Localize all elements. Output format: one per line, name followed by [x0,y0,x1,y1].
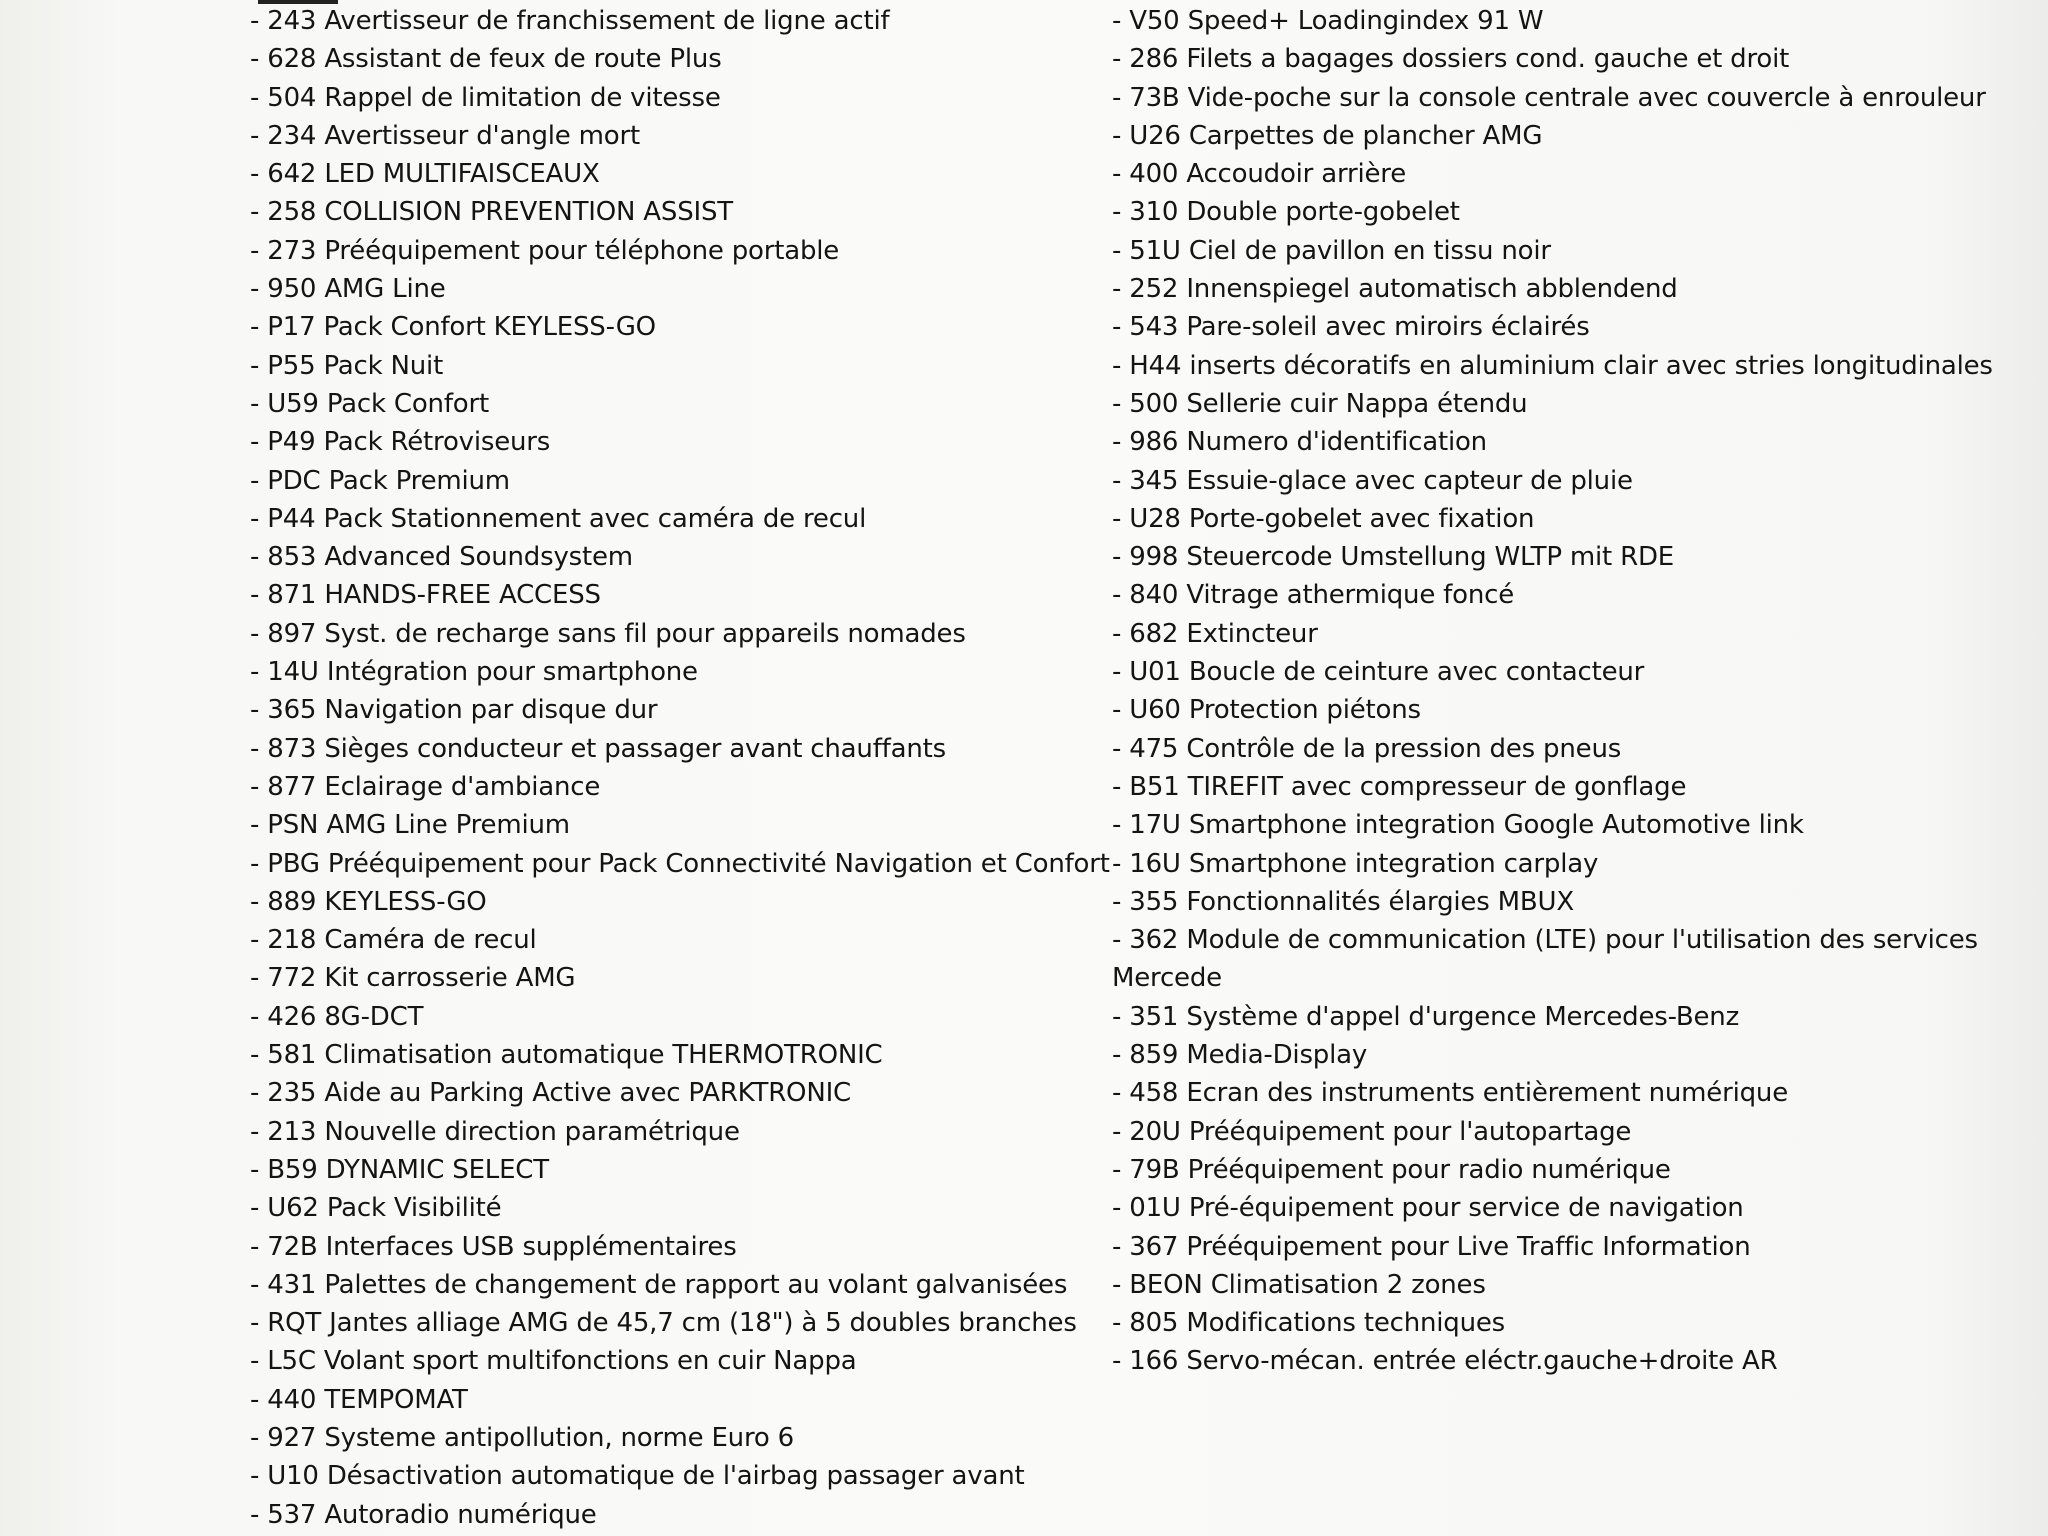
option-item: - 16U Smartphone integration carplay [1112,848,1599,879]
option-item: - 218 Caméra de recul [250,925,537,956]
option-item: - 79B Prééquipement pour radio numérique [1112,1154,1671,1185]
option-item: - 14U Intégration pour smartphone [250,657,698,688]
option-item: - 440 TEMPOMAT [250,1384,468,1415]
option-item: - 859 Media-Display [1112,1040,1368,1071]
option-item: - 400 Accoudoir arrière [1112,159,1407,190]
option-item: - 475 Contrôle de la pression des pneus [1112,733,1622,764]
option-item: - 950 AMG Line [250,274,446,305]
option-item: - V50 Speed+ Loadingindex 91 W [1112,6,1544,36]
option-item: - 235 Aide au Parking Active avec PARKTRONIC [250,1078,851,1109]
option-item: - BEON Climatisation 2 zones [1112,1269,1486,1300]
option-item: - P55 Pack Nuit [250,350,444,381]
option-item: - 72B Interfaces USB supplémentaires [250,1231,737,1262]
option-item: - 258 COLLISION PREVENTION ASSIST [250,197,733,228]
option-item: - 897 Syst. de recharge sans fil pour appareils nomades [250,618,966,649]
options-list-left [250,2,1110,1534]
option-item: - 772 Kit carrosserie AMG [250,963,576,994]
option-item: - 581 Climatisation automatique THERMOTRONIC [250,1040,883,1071]
option-item: - 504 Rappel de limitation de vitesse [250,82,721,113]
option-item: - 01U Pré-équipement pour service de navigation [1112,1193,1744,1224]
option-item: - 537 Autoradio numérique [250,1499,597,1530]
option-item: - U59 Pack Confort [250,388,489,419]
option-item: - 682 Extincteur [1112,618,1318,649]
option-item: - 986 Numero d'identification [1112,427,1487,458]
option-item: - U26 Carpettes de plancher AMG [1112,120,1543,151]
option-item: - 17U Smartphone integration Google Automotive link [1112,810,1804,841]
options-list-right [1112,2,2012,1381]
option-item: - 998 Steuercode Umstellung WLTP mit RDE [1112,542,1675,573]
option-item: - 805 Modifications techniques [1112,1308,1506,1339]
option-item: - 252 Innenspiegel automatisch abblendend [1112,274,1678,305]
option-item: - P44 Pack Stationnement avec caméra de recul [250,503,867,534]
option-item: - 500 Sellerie cuir Nappa étendu [1112,388,1528,419]
option-item: - 543 Pare-soleil avec miroirs éclairés [1112,312,1590,343]
option-item: - 345 Essuie-glace avec capteur de pluie [1112,465,1633,496]
option-item: - 853 Advanced Soundsystem [250,542,633,573]
option-item: - 362 Module de communication (LTE) pour l'utilisation des services Mercede [1112,925,1978,994]
option-item: - H44 inserts décoratifs en aluminium clair avec stries longitudinales [1112,350,1993,381]
option-item: - 365 Navigation par disque dur [250,695,658,726]
option-item: - PBG Prééquipement pour Pack Connectivité Navigation et Confort [250,848,1110,879]
option-item: - U60 Protection piétons [1112,695,1421,726]
option-item: - 51U Ciel de pavillon en tissu noir [1112,235,1551,266]
option-item: - U01 Boucle de ceinture avec contacteur [1112,657,1645,688]
option-item: - 458 Ecran des instruments entièrement numérique [1112,1078,1788,1109]
option-item: - B51 TIREFIT avec compresseur de gonflage [1112,771,1687,802]
option-item: - 927 Systeme antipollution, norme Euro 6 [250,1422,794,1453]
option-item: - 628 Assistant de feux de route Plus [250,44,722,75]
option-item: - U62 Pack Visibilité [250,1193,502,1224]
option-item: - U28 Porte-gobelet avec fixation [1112,503,1535,534]
option-item: - 431 Palettes de changement de rapport au volant galvanisées [250,1269,1068,1300]
option-item: - B59 DYNAMIC SELECT [250,1154,549,1185]
option-item: - P17 Pack Confort KEYLESS-GO [250,312,656,343]
option-item: - 426 8G-DCT [250,1001,424,1032]
option-item: - 840 Vitrage athermique foncé [1112,580,1515,611]
option-item: - 877 Eclairage d'ambiance [250,771,601,802]
option-item: - 355 Fonctionnalités élargies MBUX [1112,886,1574,917]
option-item: - 871 HANDS-FREE ACCESS [250,580,601,611]
option-item: - 20U Prééquipement pour l'autopartage [1112,1116,1632,1147]
option-item: - 889 KEYLESS-GO [250,886,487,917]
option-item: - 273 Prééquipement pour téléphone portable [250,235,840,266]
option-item: - 234 Avertisseur d'angle mort [250,120,640,151]
option-item: - 642 LED MULTIFAISCEAUX [250,159,600,190]
option-item: - 73B Vide-poche sur la console centrale avec couvercle à enrouleur [1112,82,1986,113]
option-item: - 873 Sièges conducteur et passager avant chauffants [250,733,946,764]
option-item: - L5C Volant sport multifonctions en cuir Nappa [250,1346,857,1377]
option-item: - 351 Système d'appel d'urgence Mercedes-Benz [1112,1001,1740,1032]
option-item: - PDC Pack Premium [250,465,510,496]
option-item: - U10 Désactivation automatique de l'airbag passager avant [250,1461,1025,1492]
option-item: - P49 Pack Rétroviseurs [250,427,551,458]
option-item: - RQT Jantes alliage AMG de 45,7 cm (18") à 5 doubles branches [250,1308,1077,1339]
option-item: - 213 Nouvelle direction paramétrique [250,1116,740,1147]
option-item: - 310 Double porte-gobelet [1112,197,1460,228]
option-item: - 367 Prééquipement pour Live Traffic Information [1112,1231,1751,1262]
option-item: - 166 Servo-mécan. entrée eléctr.gauche+droite AR [1112,1346,1778,1377]
option-item: - 286 Filets a bagages dossiers cond. gauche et droit [1112,44,1790,75]
option-item: - PSN AMG Line Premium [250,810,570,841]
option-item: - 243 Avertisseur de franchissement de ligne actif [250,6,890,36]
